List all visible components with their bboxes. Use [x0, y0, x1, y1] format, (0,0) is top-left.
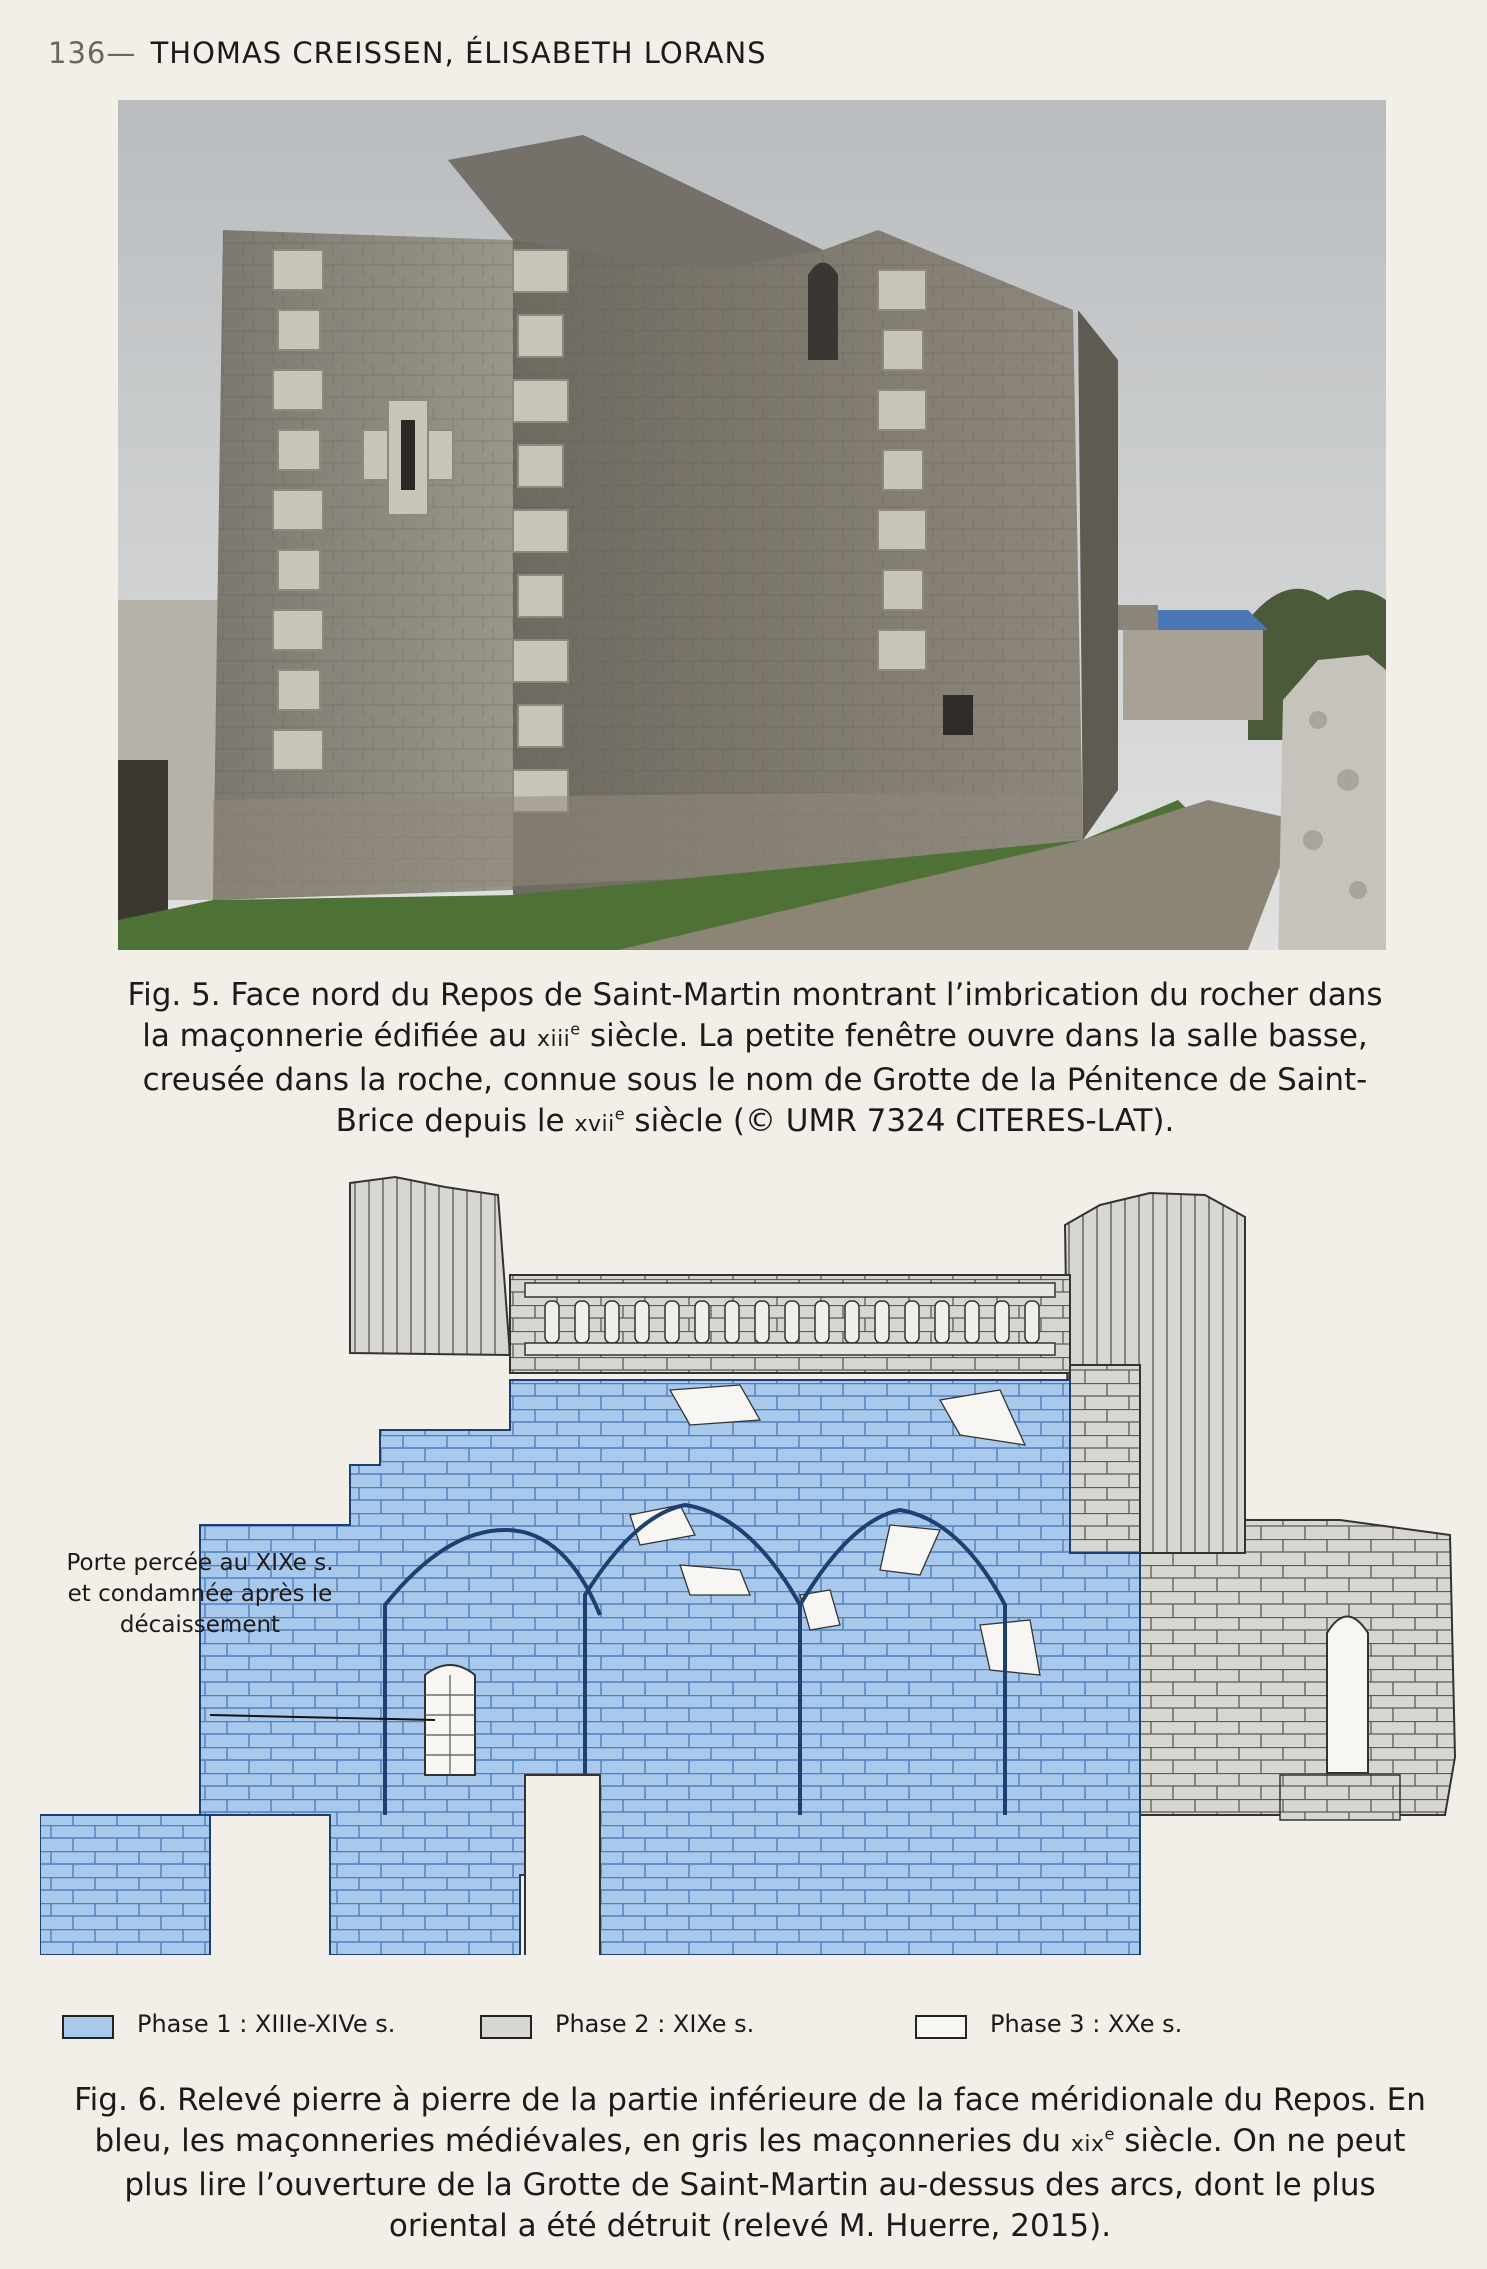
- page-number: 136—: [48, 36, 137, 70]
- running-header: [48, 36, 767, 70]
- superscript-e: e: [1104, 2124, 1115, 2144]
- superscript-e: e: [570, 1019, 581, 1039]
- door-annotation: Porte percée au XIXe s. et condamnée après le décaissement: [66, 1550, 334, 1638]
- century-xix: xix: [1070, 2132, 1105, 2157]
- legend-swatch-grey: [480, 2015, 532, 2039]
- century-xiii: xiii: [536, 1027, 571, 1052]
- fig5-caption-text-2: siècle. La petite fenêtre ouvre dans la salle basse, creusée dans la roche, connue sous le nom de Grotte de la Pénitence de Saint-Brice depuis le: [142, 1018, 1368, 1139]
- fig5-caption-text-1: Fig. 5. Face nord du Repos de Saint-Martin montrant l’imbrication du rocher dans la maçonnerie édifiée au: [127, 977, 1383, 1054]
- fig5-caption-text-3: siècle (© UMR 7324 CITERES-LAT).: [624, 1103, 1175, 1139]
- legend-label-phase-3: Phase 3 : XXe s.: [990, 2010, 1183, 2038]
- fig5-caption: [110, 975, 1400, 1145]
- legend-label-phase-2: Phase 2 : XIXe s.: [555, 2010, 755, 2038]
- superscript-e: e: [614, 1104, 625, 1124]
- legend-swatch-white: [915, 2015, 967, 2039]
- fig6-caption: [60, 2080, 1440, 2247]
- author-names: THOMAS CREISSEN, ÉLISABETH LORANS: [150, 36, 767, 70]
- century-xvii: xvii: [574, 1112, 615, 1137]
- legend-label-phase-1: Phase 1 : XIIIe-XIVe s.: [137, 2010, 396, 2038]
- fig5-photograph: [118, 100, 1386, 950]
- fig6-caption-text-2: siècle. On ne peut plus lire l’ouverture de la Grotte de Saint-Martin au-dessus des arcs, dont le plus oriental a été détruit (relevé M. Huerre, 2015).: [124, 2123, 1406, 2244]
- legend-swatch-blue: [62, 2015, 114, 2039]
- fig6-caption-text-1: Fig. 6. Relevé pierre à pierre de la partie inférieure de la face méridionale du Repos. En bleu, les maçonneries médiévales, en gris les maçonneries du: [74, 2082, 1426, 2159]
